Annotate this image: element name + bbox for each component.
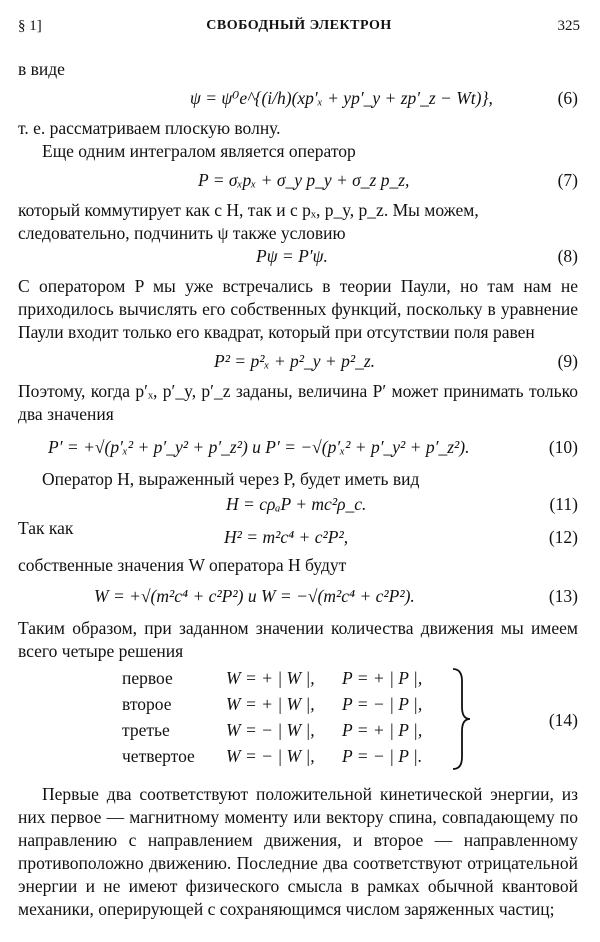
solution-label: четвертое [122,746,195,766]
text-line: который коммутирует как с H, так и с pₓ, p_y, p_z. Мы можем, [18,200,479,220]
page-title: СВОБОДНЫЙ ЭЛЕКТРОН [206,18,392,33]
equation-formula: Pψ = P′ψ. [256,246,328,266]
equation-formula: P = σₓpₓ + σ_y p_y + σ_z p_z, [198,170,410,190]
equation-7 [18,163,578,199]
equation-formula: P′ = +√(p′ₓ² + p′_y² + p′_z²) и P′ = −√(p′ₓ² + p′_y² + p′_z²). [48,437,470,457]
solutions-system [18,667,578,777]
equation-number: (9) [557,351,578,371]
page-body [18,58,578,921]
equation-6 [18,81,578,117]
solution-momentum: P = + | P |, [342,720,423,740]
equation-formula: P² = p²ₓ + p²_y + p²_z. [214,351,376,371]
equation-formula: W = +√(m²c⁴ + c²P²) и W = −√(m²c⁴ + c²P²). [94,586,415,606]
equation-formula: H = cρₐP + mc²ρ_c. [226,494,367,514]
text-line: Оператор H, выраженный через P, будет иметь вид [42,469,420,489]
solution-row [122,745,422,769]
solution-momentum: P = + | P |, [342,668,423,688]
equation-number: (13) [548,586,578,606]
solution-row [122,693,422,717]
equation-formula: ψ = ψ⁰e^{(i/h)(xp′ₓ + yp′_y + zp′_z − Wt)}, [190,88,493,108]
solution-row [122,719,422,743]
solution-label: второе [122,694,172,714]
solution-label: первое [122,668,173,688]
equation-number: (6) [557,88,578,108]
text-line: собственные значения W оператора H будут [18,555,347,575]
text-line: Еще одним интегралом является оператор [42,141,356,161]
equation-9 [18,344,578,380]
solution-momentum: P = − | P |. [342,746,423,766]
text-line: следовательно, подчинить ψ также условию [18,223,346,243]
solution-energy: W = + | W |, [226,694,315,714]
solution-energy: W = − | W |, [226,746,315,766]
solution-row [122,667,422,691]
equation-12 [18,520,578,550]
equation-formula: H² = m²c⁴ + c²P², [224,527,349,547]
equation-number: (14) [548,710,578,730]
equation-13 [18,577,578,617]
solution-energy: W = + | W |, [226,668,315,688]
paragraph: Первые два соответствуют положительной кинетической энергии, из них первое — магнитному моменту или вектору спина, совпадающему по направлению с направлением движения, и второе — направленному противоположно движению. Последние два соответствуют отрицательной энергии и не имеют физического смысла в рамках обычной квантовой механики, оперирующей с сохраняющимся числом заряженных частиц; [18,784,578,919]
solution-momentum: P = − | P |, [342,694,423,714]
equation-number: (8) [557,246,578,266]
equation-number: (11) [549,494,578,514]
section-mark: § 1] [18,18,42,34]
equation-number: (7) [557,170,578,190]
equation-10 [18,426,578,468]
paragraph: Поэтому, когда p′ₓ, p′_y, p′_z заданы, величина P′ может принимать только два значения [18,381,578,424]
equation-number: (12) [548,527,578,547]
right-brace-icon [450,667,474,771]
equation-8 [18,245,578,275]
solution-energy: W = − | W |, [226,720,315,740]
solution-label: третье [122,720,170,740]
page-number: 325 [557,18,580,34]
equation-11 [18,491,578,517]
text-line: Так как [18,518,74,538]
running-header [18,18,580,42]
text-line: в виде [18,59,65,79]
text-line: т. е. рассматриваем плоскую волну. [18,118,281,138]
paragraph: С оператором P мы уже встречались в теории Паули, но там нам не приходилось вычислять его собственных функций, поскольку в уравнение Паули входит только его квадрат, который при отсутствии поля равен [18,276,578,342]
equation-number: (10) [548,437,578,457]
paragraph: Таким образом, при заданном значении количества движения мы имеем всего четыре решения [18,618,578,661]
